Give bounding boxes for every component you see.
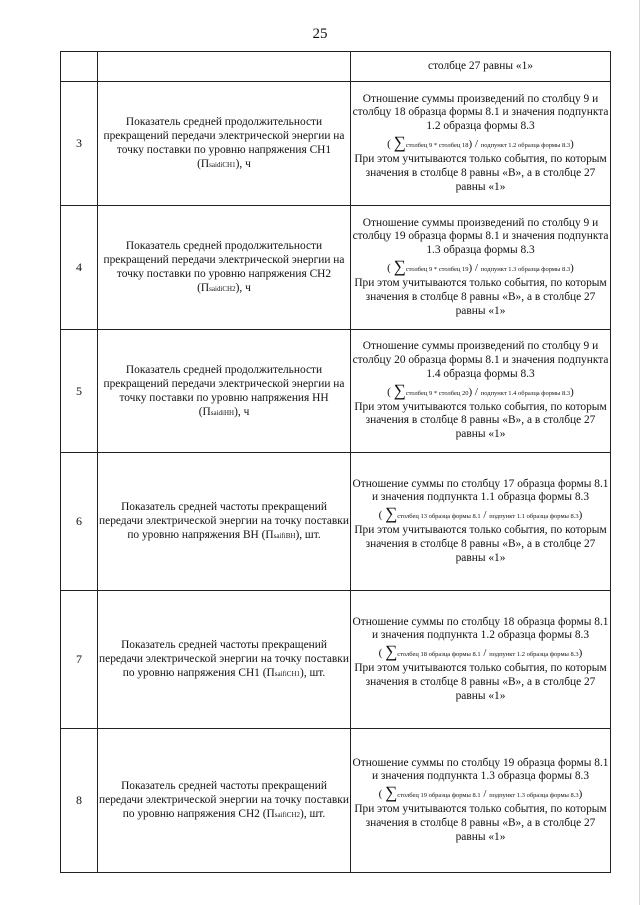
- formula-denominator: подпункт 1.3 образца формы 8.3: [480, 266, 571, 273]
- indicator-name-cell: [98, 206, 351, 330]
- indicator-subscript: saidiHH: [210, 408, 235, 417]
- formula-divider: /: [483, 509, 487, 522]
- formula-denominator: подпункт 1.2 образца формы 8.3: [480, 142, 571, 149]
- calculation-intro: Отношение суммы по столбцу 19 образца формы 8.1 и значения подпункта 1.3 образца формы 8.3: [352, 756, 609, 783]
- indicator-unit: ), ч: [235, 158, 251, 170]
- indicator-subscript: saifiCH2: [274, 811, 301, 819]
- row-number-cell: 4: [61, 206, 98, 330]
- row-number-cell: 6: [61, 453, 98, 591]
- table-row: [61, 52, 611, 82]
- calculation-cell: [351, 591, 611, 729]
- calculation-condition: При этом учитываются только события, по которым значения в столбце 8 равны «В», а в столбце 27 равны «1»: [354, 662, 607, 702]
- formula-close: ): [570, 385, 574, 398]
- indicator-name: Показатель средней продолжительности прекращений передачи электрической энергии на точку поставки по уровню напряжения СН1 (П: [103, 116, 345, 170]
- formula-numerator: столбец 9 * столбец 18: [405, 142, 469, 149]
- calculation-condition: При этом учитываются только события, по которым значения в столбце 8 равны «В», а в столбце 27 равны «1»: [354, 803, 607, 843]
- table-row: [61, 729, 611, 873]
- table-row: [61, 453, 611, 591]
- calculation-cell: [351, 82, 611, 206]
- calculation-intro: Отношение суммы по столбцу 18 образца формы 8.1 и значения подпункта 1.2 образца формы 8.3: [352, 615, 609, 642]
- table-row: [61, 82, 611, 206]
- row-number-cell: 3: [61, 82, 98, 206]
- calculation-condition: При этом учитываются только события, по которым значения в столбце 8 равны «В», а в столбце 27 равны «1»: [354, 400, 607, 441]
- calculation-cell: [351, 330, 611, 453]
- indicator-subscript: saidiCH1: [209, 161, 236, 169]
- indicator-unit: ), ч: [235, 282, 251, 294]
- indicator-subscript: saifiBH: [273, 532, 296, 540]
- sum-sigma: ∑: [385, 642, 398, 662]
- indicator-name: Показатель средней частоты прекращений передачи электрической энергии на точку поставки по уровню напряжения ВН (П: [99, 501, 349, 541]
- row-number-cell: 7: [61, 591, 98, 729]
- formula-numerator: столбец 18 образца формы 8.1: [397, 651, 481, 659]
- calculation-cell: [351, 729, 611, 873]
- indicator-name-cell: [98, 52, 351, 82]
- formula-numerator: столбец 9 * столбец 20: [405, 389, 469, 397]
- calculation-intro: Отношение суммы по столбцу 17 образца формы 8.1 и значения подпункта 1.1 образца формы 8.3: [352, 477, 609, 504]
- formula-close: ): [570, 262, 574, 274]
- calculation-condition: При этом учитываются только события, по которым значения в столбце 8 равны «В», а в столбце 27 равны «1»: [354, 524, 607, 564]
- indicator-name: Показатель средней частоты прекращений передачи электрической энергии на точку поставки по уровню напряжения СН1 (П: [99, 639, 349, 679]
- formula-numerator: столбец 9 * столбец 19: [405, 266, 469, 273]
- row-number-cell: 8: [61, 729, 98, 873]
- sum-sigma: ∑: [393, 380, 406, 400]
- calculation-cell: [351, 453, 611, 591]
- sum-sigma: ∑: [385, 504, 398, 524]
- formula-close: ): [578, 788, 583, 801]
- formula-divider: /: [483, 788, 487, 801]
- formula-close: ): [570, 138, 574, 150]
- calculation-intro: Отношение суммы произведений по столбцу 9 и столбцу 20 образца формы 8.1 и значения подпункта 1.4 образца формы 8.3: [352, 340, 609, 380]
- formula-close: ): [578, 509, 583, 522]
- formula-denominator: подпункт 1.3 образца формы 8.3: [489, 792, 579, 800]
- indicator-name-cell: [98, 82, 351, 206]
- indicator-subscript: saidiCH2: [209, 285, 236, 293]
- formula: [351, 382, 610, 401]
- formula-close: ): [578, 647, 583, 660]
- page-number: 25: [312, 26, 328, 42]
- formula-divider: ) /: [468, 262, 478, 274]
- formula-open: (: [387, 385, 391, 398]
- formula: [351, 643, 610, 662]
- row-number-cell: [61, 52, 98, 82]
- indicator-unit: ), ч: [234, 405, 250, 418]
- indicator-subscript: saifiCH1: [274, 670, 301, 678]
- formula-numerator: столбец 19 образца формы 8.1: [397, 792, 481, 800]
- calculation-cell: столбце 27 равны «1»: [351, 52, 611, 82]
- sum-sigma: ∑: [393, 133, 406, 152]
- formula-open: (: [378, 509, 383, 522]
- formula-open: (: [378, 647, 383, 660]
- indicator-name-cell: [98, 591, 351, 729]
- formula: [351, 784, 610, 803]
- formula-open: (: [387, 138, 391, 150]
- formula-denominator: подпункт 1.1 образца формы 8.3: [489, 513, 579, 521]
- table-row: [61, 591, 611, 729]
- formula: [351, 258, 610, 277]
- formula-divider: /: [483, 647, 487, 660]
- formula-open: (: [378, 788, 383, 801]
- formula-denominator: подпункт 1.2 образца формы 8.3: [489, 651, 579, 659]
- formula: [351, 134, 610, 153]
- indicator-name: Показатель средней продолжительности прекращений передачи электрической энергии на точку поставки по уровню напряжения СН2 (П: [103, 240, 345, 294]
- calculation-condition: При этом учитываются только события, по которым значения в столбце 8 равны «В», а в столбце 27 равны «1»: [354, 277, 607, 317]
- calculation-intro: Отношение суммы произведений по столбцу 9 и столбцу 18 образца формы 8.1 и значения подпункта 1.2 образца формы 8.3: [352, 92, 609, 133]
- calculation-condition: При этом учитываются только события, по которым значения в столбце 8 равны «В», а в столбце 27 равны «1»: [354, 153, 607, 193]
- sum-sigma: ∑: [385, 783, 398, 803]
- table-row: [61, 330, 611, 453]
- indicator-name-cell: [98, 330, 351, 453]
- indicator-unit: ), шт.: [300, 667, 326, 679]
- indicator-name: Показатель средней частоты прекращений передачи электрической энергии на точку поставки по уровню напряжения СН2 (П: [99, 780, 349, 820]
- sum-sigma: ∑: [393, 257, 406, 276]
- indicator-unit: ), шт.: [300, 808, 326, 820]
- formula-divider: ) /: [468, 385, 478, 398]
- indicator-name-cell: [98, 453, 351, 591]
- formula-divider: ) /: [468, 138, 478, 150]
- indicator-name: Показатель средней продолжительности прекращений передачи электрической энергии на точку поставки по уровню напряжения НН (П: [103, 363, 345, 418]
- formula: [351, 505, 610, 524]
- indicator-name-cell: [98, 729, 351, 873]
- indicator-unit: ), шт.: [295, 529, 321, 541]
- calculation-cell: [351, 206, 611, 330]
- indicator-table: [60, 51, 611, 873]
- formula-open: (: [387, 262, 391, 274]
- formula-denominator: подпункт 1.4 образца формы 8.3: [480, 389, 571, 397]
- row-number-cell: 5: [61, 330, 98, 453]
- formula-numerator: столбец 13 образца формы 8.1: [397, 513, 481, 521]
- calculation-intro: Отношение суммы произведений по столбцу 9 и столбцу 19 образца формы 8.1 и значения подпункта 1.3 образца формы 8.3: [352, 216, 609, 257]
- table-row: [61, 206, 611, 330]
